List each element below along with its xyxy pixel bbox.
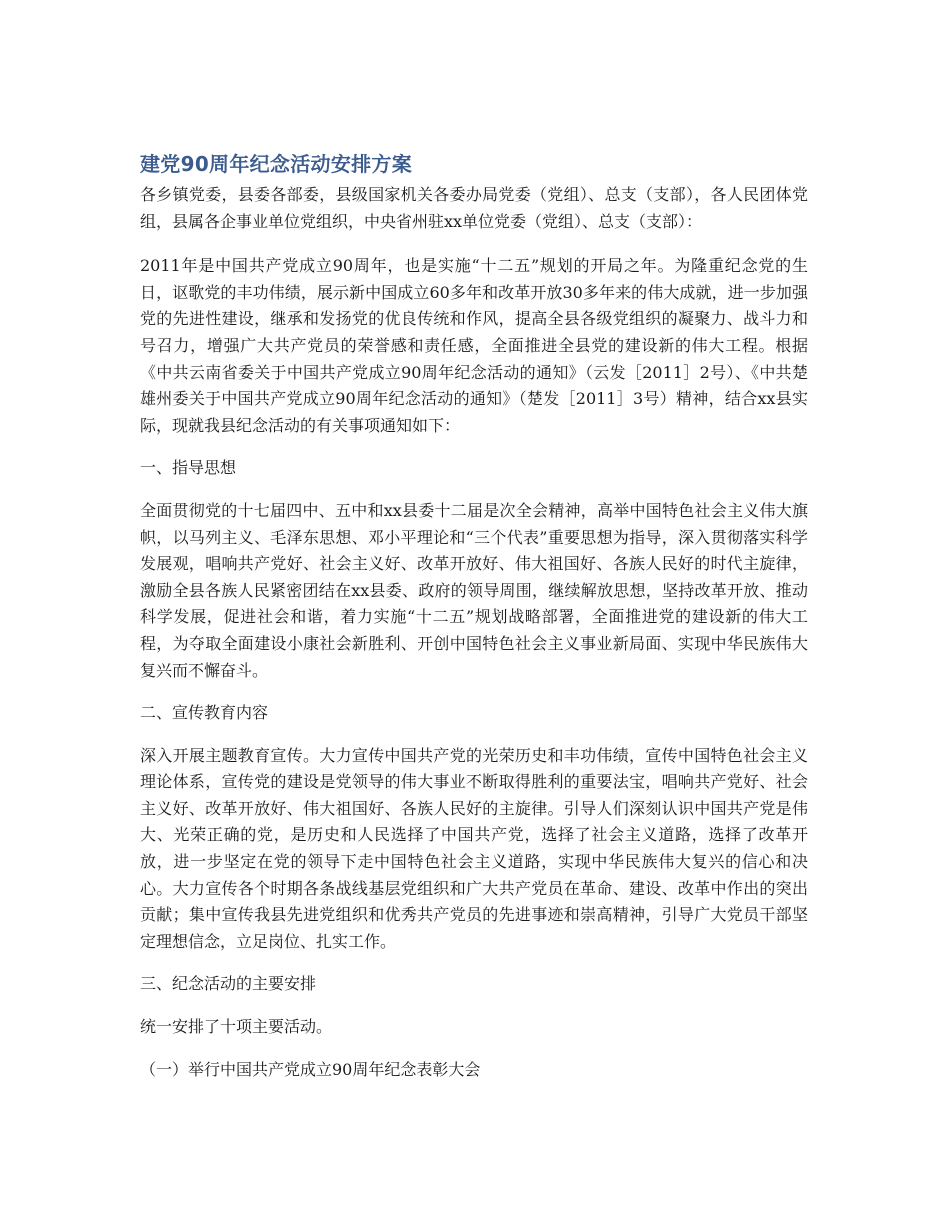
intro-paragraph: 2011年是中国共产党成立90周年，也是实施“十二五”规划的开局之年。为隆重纪念党的生日，讴歌党的丰功伟绩，展示新中国成立60多年和改革开放30多年来的伟大成就，进一步加强党的先进性建设，继承和发扬党的优良传统和作风，提高全县各级党组织的凝聚力、战斗力和号召力，增强广大共产党员的荣誉感和责任感，全面推进全县党的建设新的伟大工程。根据《中共云南省委关于中国共产党成立90周年纪念活动的通知》（云发［2011］2号）、《中共楚雄州委关于中国共产党成立90周年纪念活动的通知》（楚发［2011］3号）精神，结合xx县实际，现就我县纪念活动的有关事项通知如下： <box>140 256 808 435</box>
salutation-paragraph: 各乡镇党委，县委各部委，县级国家机关各委办局党委（党组）、总支（支部），各人民团体党组，县属各企事业单位党组织，中央省州驻xx单位党委（党组）、总支（支部）： <box>140 185 808 231</box>
main-arrangements-paragraph: 统一安排了十项主要活动。 <box>140 1017 333 1037</box>
document-page <box>140 148 808 1099</box>
section-heading-publicity-content: 二、宣传教育内容 <box>140 703 269 723</box>
subsection-heading-commemoration-meeting: （一）举行中国共产党成立90周年纪念表彰大会 <box>140 1059 481 1079</box>
document-title: 建党90周年纪念活动安排方案 <box>140 152 413 176</box>
section-heading-guiding-ideology: 一、指导思想 <box>140 458 237 478</box>
section-heading-main-arrangements: 三、纪念活动的主要安排 <box>140 974 317 994</box>
publicity-content-paragraph: 深入开展主题教育宣传。大力宣传中国共产党的光荣历史和丰功伟绩，宣传中国特色社会主义理论体系，宣传党的建设是党领导的伟大事业不断取得胜利的重要法宝，唱响共产党好、社会主义好、改革开放好、伟大祖国好、各族人民好的主旋律。引导人们深刻认识中国共产党是伟大、光荣正确的党，是历史和人民选择了中国共产党，选择了社会主义道路，选择了改革开放，进一步坚定在党的领导下走中国特色社会主义道路，实现中华民族伟大复兴的信心和决心。大力宣传各个时期各条战线基层党组织和广大共产党员在革命、建设、改革中作出的突出贡献；集中宣传我县先进党组织和优秀共产党员的先进事迹和崇高精神，引导广大党员干部坚定理想信念，立足岗位、扎实工作。 <box>140 745 808 951</box>
guiding-ideology-paragraph: 全面贯彻党的十七届四中、五中和xx县委十二届是次全会精神，高举中国特色社会主义伟大旗帜，以马列主义、毛泽东思想、邓小平理论和“三个代表”重要思想为指导，深入贯彻落实科学发展观，唱响共产党好、社会主义好、改革开放好、伟大祖国好、各族人民好的时代主旋律，激励全县各族人民紧密团结在xx县委、政府的领导周围，继续解放思想，坚持改革开放、推动科学发展，促进社会和谐，着力实施“十二五”规划战略部署，全面推进党的建设新的伟大工程，为夺取全面建设小康社会新胜利、开创中国特色社会主义事业新局面、实现中华民族伟大复兴而不懈奋斗。 <box>140 500 808 680</box>
